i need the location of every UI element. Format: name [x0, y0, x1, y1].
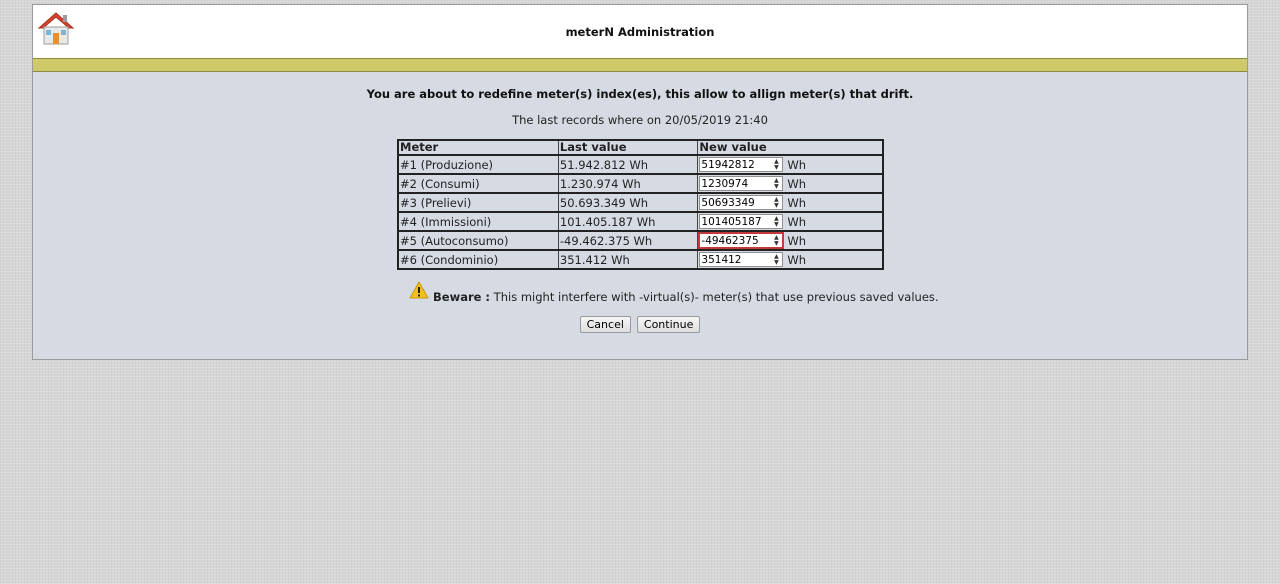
last-value: 1.230.974 Wh: [558, 174, 698, 193]
new-value-field: [699, 195, 783, 210]
table-row: [398, 250, 883, 269]
new-value-cell: [698, 193, 883, 212]
table-header-row: [398, 140, 883, 155]
page-title: meterN Administration: [565, 25, 715, 39]
new-value-cell: [698, 155, 883, 174]
new-value-input[interactable]: [701, 196, 769, 209]
redefine-heading: You are about to redefine meter(s) index(es), this allow to allign meter(s) that drift.: [366, 87, 914, 101]
new-value-field: [699, 214, 783, 229]
meter-name: #2 (Consumi): [398, 174, 558, 193]
spinner-arrows-icon[interactable]: ▲ ▼: [774, 253, 779, 266]
continue-button[interactable]: Continue: [637, 316, 700, 333]
last-value: 351.412 Wh: [558, 250, 698, 269]
new-value-input[interactable]: [701, 177, 769, 190]
beware-message: [433, 290, 939, 304]
meter-name: #3 (Prelievi): [398, 193, 558, 212]
last-record-text: The last records where on 20/05/2019 21:40: [512, 113, 768, 127]
action-buttons: [33, 316, 1247, 333]
accent-bar: [33, 59, 1247, 72]
spinner-arrows-icon[interactable]: ▲ ▼: [774, 177, 779, 190]
table-row: [398, 155, 883, 174]
new-value-cell: [698, 212, 883, 231]
spinner-arrows-icon[interactable]: ▲ ▼: [774, 196, 779, 209]
new-value-field: [699, 176, 783, 191]
warning-icon: [409, 281, 429, 299]
last-value: 101.405.187 Wh: [558, 212, 698, 231]
last-value: 51.942.812 Wh: [558, 155, 698, 174]
unit-label: Wh: [787, 214, 807, 229]
new-value-cell: [698, 231, 883, 250]
meters-table: [397, 139, 884, 270]
column-header-new-value: New value: [698, 140, 883, 155]
new-value-cell: [698, 250, 883, 269]
table-row: [398, 231, 883, 250]
beware-notice: [409, 281, 939, 304]
meter-name: #4 (Immissioni): [398, 212, 558, 231]
spinner-arrows-icon[interactable]: ▲ ▼: [774, 158, 779, 171]
new-value-field-focused: [699, 233, 783, 248]
home-icon[interactable]: [37, 10, 75, 48]
spinner-arrows-icon[interactable]: ▲ ▼: [774, 215, 779, 228]
column-header-last-value: Last value: [558, 140, 698, 155]
last-value: -49.462.375 Wh: [558, 231, 698, 250]
spinner-arrows-icon[interactable]: ▲ ▼: [774, 234, 779, 247]
new-value-cell: [698, 174, 883, 193]
new-value-field: [699, 157, 783, 172]
table-row: [398, 174, 883, 193]
new-value-input[interactable]: [701, 234, 769, 247]
beware-text: This might interfere with -virtual(s)- meter(s) that use previous saved values.: [490, 290, 939, 304]
new-value-input[interactable]: [701, 215, 769, 228]
beware-label: Beware :: [433, 290, 491, 304]
table-row: [398, 193, 883, 212]
unit-label: Wh: [787, 176, 807, 191]
unit-label: Wh: [787, 233, 807, 248]
meter-name: #5 (Autoconsumo): [398, 231, 558, 250]
unit-label: Wh: [787, 195, 807, 210]
column-header-meter: Meter: [398, 140, 558, 155]
unit-label: Wh: [787, 252, 807, 267]
unit-label: Wh: [787, 157, 807, 172]
header-bar: [33, 5, 1247, 59]
admin-panel: [32, 4, 1248, 360]
cancel-button[interactable]: Cancel: [580, 316, 631, 333]
last-value: 50.693.349 Wh: [558, 193, 698, 212]
meter-name: #1 (Produzione): [398, 155, 558, 174]
meter-name: #6 (Condominio): [398, 250, 558, 269]
new-value-input[interactable]: [701, 253, 769, 266]
new-value-input[interactable]: [701, 158, 769, 171]
new-value-field: [699, 252, 783, 267]
table-row: [398, 212, 883, 231]
